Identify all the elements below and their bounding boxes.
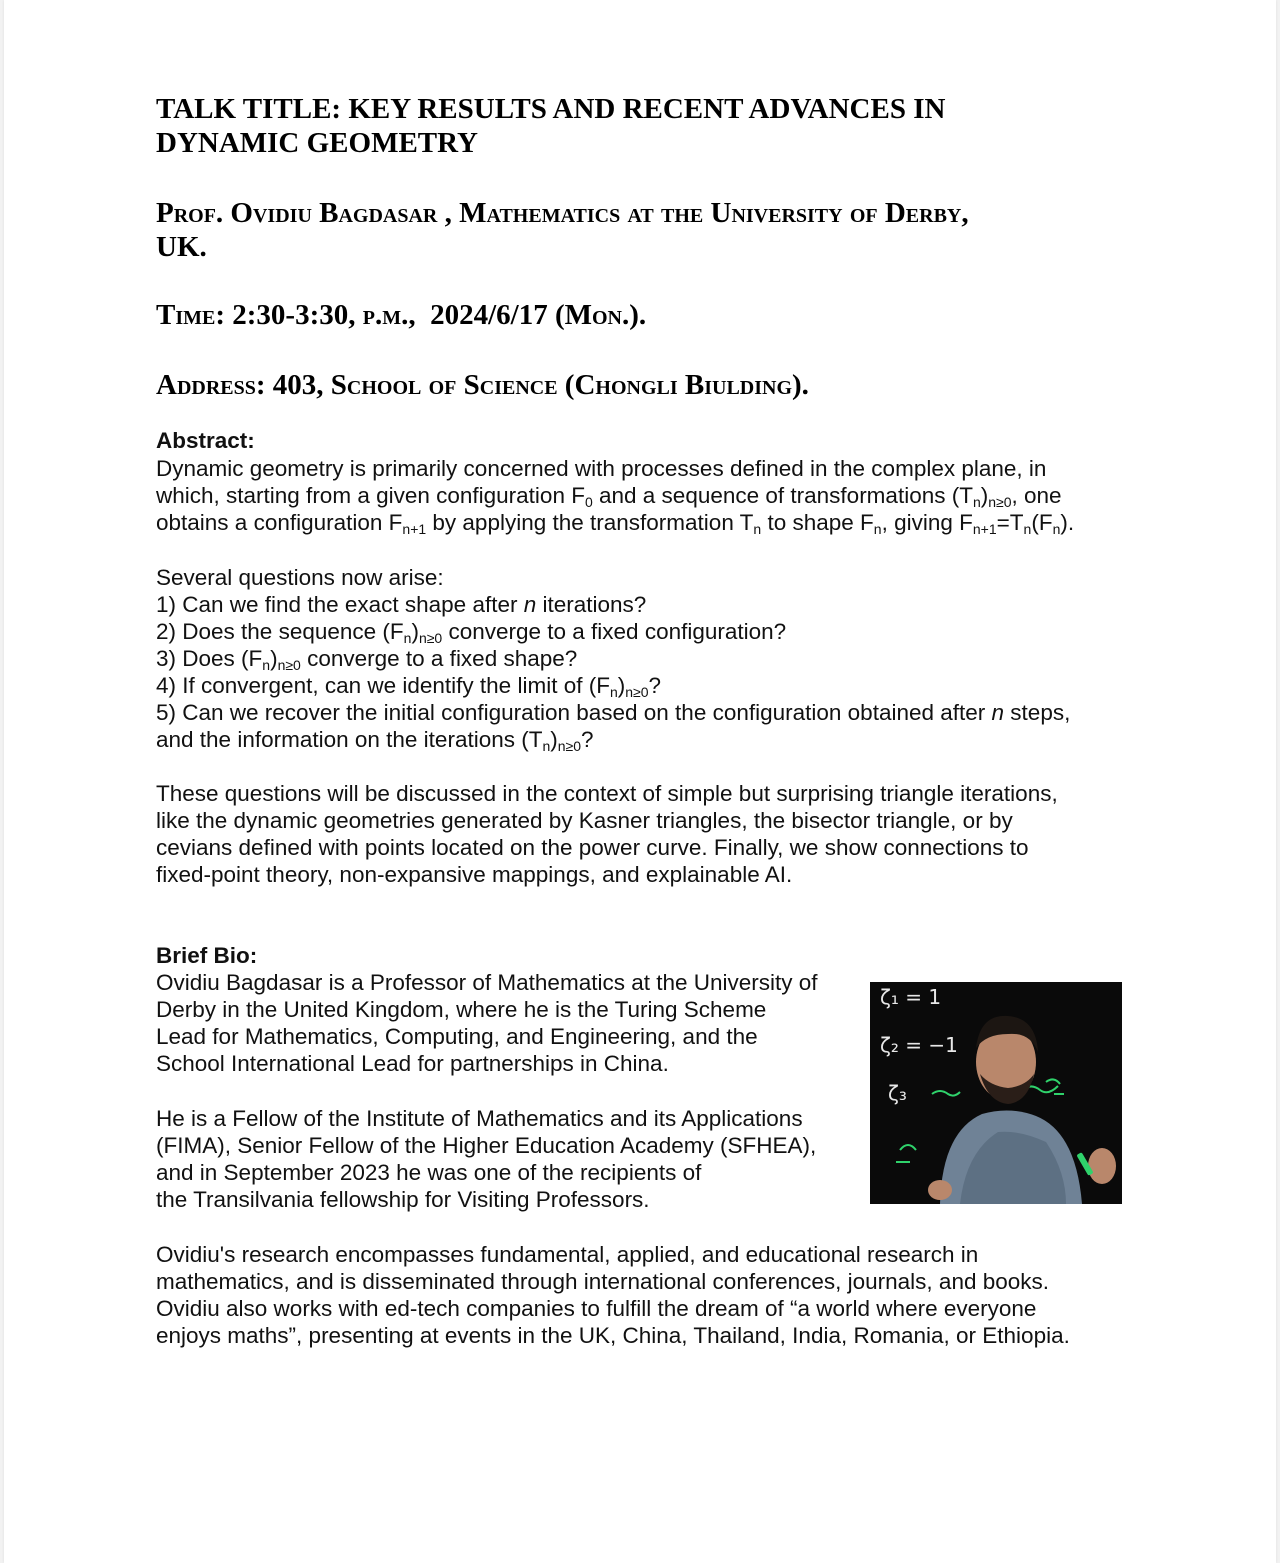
question-5-continued: and the information on the iterations $(T_n)_{n\ge 0}$? — [156, 727, 594, 754]
bio-p3-line-3: Ovidiu also works with ed-tech companies to fulfill the dream of “a world where everyone — [156, 1296, 1037, 1321]
speaker-info — [156, 196, 1116, 264]
document-page — [4, 0, 1276, 1563]
question-4: 4) If convergent, can we identify the limit of $(F_n)_{n\ge 0}$? — [156, 673, 662, 700]
speaker-line-2: UK. — [156, 231, 207, 263]
question-5: 5) Can we recover the initial configuration based on the configuration obtained after n steps, — [156, 700, 1071, 725]
question-1: 1) Can we find the exact shape after n iterations? — [156, 592, 647, 617]
bio-paragraph-1 — [156, 969, 856, 1077]
time-value: 2:30-3:30, — [232, 299, 356, 331]
speaker-line-1: Prof. Ovidiu Bagdasar , Mathematics at the University of Derby, — [156, 197, 969, 229]
address-label: Address: — [156, 369, 266, 401]
bio-p1-line-4: School International Lead for partnerships in China. — [156, 1051, 669, 1076]
bio-p2-line-4: the Transilvania fellowship for Visiting Professors. — [156, 1187, 650, 1212]
context-line-3: cevians defined with points located on the power curve. Finally, we show connections to — [156, 835, 1029, 860]
bio-p1-line-1: Ovidiu Bagdasar is a Professor of Mathematics at the University of — [156, 970, 818, 995]
abstract-line-3: obtains a configuration $F_{n+1}$ by applying the transformation $T_n$ to shape $F_n$, giving $F_{n+1}=T_n(F_n)$. — [156, 510, 1075, 537]
talk-title-line-1: TALK TITLE: KEY RESULTS AND RECENT ADVANCES IN — [156, 93, 946, 125]
question-2: 2) Does the sequence $(F_n)_{n\ge 0}$ converge to a fixed configuration? — [156, 619, 787, 646]
time-date: 2024/6/17 (Mon.). — [430, 299, 647, 331]
talk-time — [156, 298, 1116, 332]
talk-address — [156, 368, 1116, 402]
context-line-1: These questions will be discussed in the context of simple but surprising triangle iterations, — [156, 781, 1058, 806]
context-paragraph — [156, 780, 1146, 888]
bio-paragraph-3 — [156, 1241, 1146, 1349]
board-eq-2: ζ₂ = −1 — [880, 1033, 958, 1057]
context-line-4: fixed-point theory, non-expansive mappings, and explainable AI. — [156, 862, 793, 887]
bio-p2-line-1: He is a Fellow of the Institute of Mathematics and its Applications — [156, 1106, 803, 1131]
questions-intro: Several questions now arise: — [156, 565, 444, 590]
questions-list — [156, 564, 1146, 753]
board-eq-1: ζ₁ = 1 — [880, 985, 942, 1009]
abstract-line-2: which, starting from a given configuration $F_0$ and a sequence of transformations $(T_n)_{n\ge 0}$, one — [156, 483, 1062, 510]
board-eq-3: ζ₃ — [888, 1081, 907, 1105]
abstract-line-1: Dynamic geometry is primarily concerned with processes defined in the complex plane, in — [156, 456, 1047, 481]
bio-paragraph-2 — [156, 1105, 866, 1213]
bio-p2-line-3: and in September 2023 he was one of the recipients of — [156, 1160, 702, 1185]
time-label: Time: — [156, 299, 225, 331]
speaker-photo — [870, 982, 1122, 1204]
bio-p1-line-2: Derby in the United Kingdom, where he is the Turing Scheme — [156, 997, 767, 1022]
context-line-2: like the dynamic geometries generated by Kasner triangles, the bisector triangle, or by — [156, 808, 1013, 833]
bio-p1-line-3: Lead for Mathematics, Computing, and Engineering, and the — [156, 1024, 758, 1049]
bio-p3-line-4: enjoys maths”, presenting at events in the UK, China, Thailand, India, Romania, or Ethiopia. — [156, 1323, 1070, 1348]
address-value: 403, School of Science (Chongli Biulding). — [272, 369, 809, 401]
question-3: 3) Does $(F_n)_{n\ge 0}$ converge to a fixed shape? — [156, 646, 578, 673]
bio-heading: Brief Bio: — [156, 943, 258, 968]
bio-p3-line-2: mathematics, and is disseminated through international conferences, journals, and books. — [156, 1269, 1050, 1294]
talk-title-line-2: DYNAMIC GEOMETRY — [156, 127, 479, 159]
abstract-paragraph — [156, 455, 1146, 536]
time-pm: p.m., — [362, 299, 416, 331]
abstract-heading: Abstract: — [156, 428, 255, 453]
talk-title — [156, 92, 1116, 160]
bio-p3-line-1: Ovidiu's research encompasses fundamental, applied, and educational research in — [156, 1242, 979, 1267]
bio-p2-line-2: (FIMA), Senior Fellow of the Higher Education Academy (SFHEA), — [156, 1133, 817, 1158]
